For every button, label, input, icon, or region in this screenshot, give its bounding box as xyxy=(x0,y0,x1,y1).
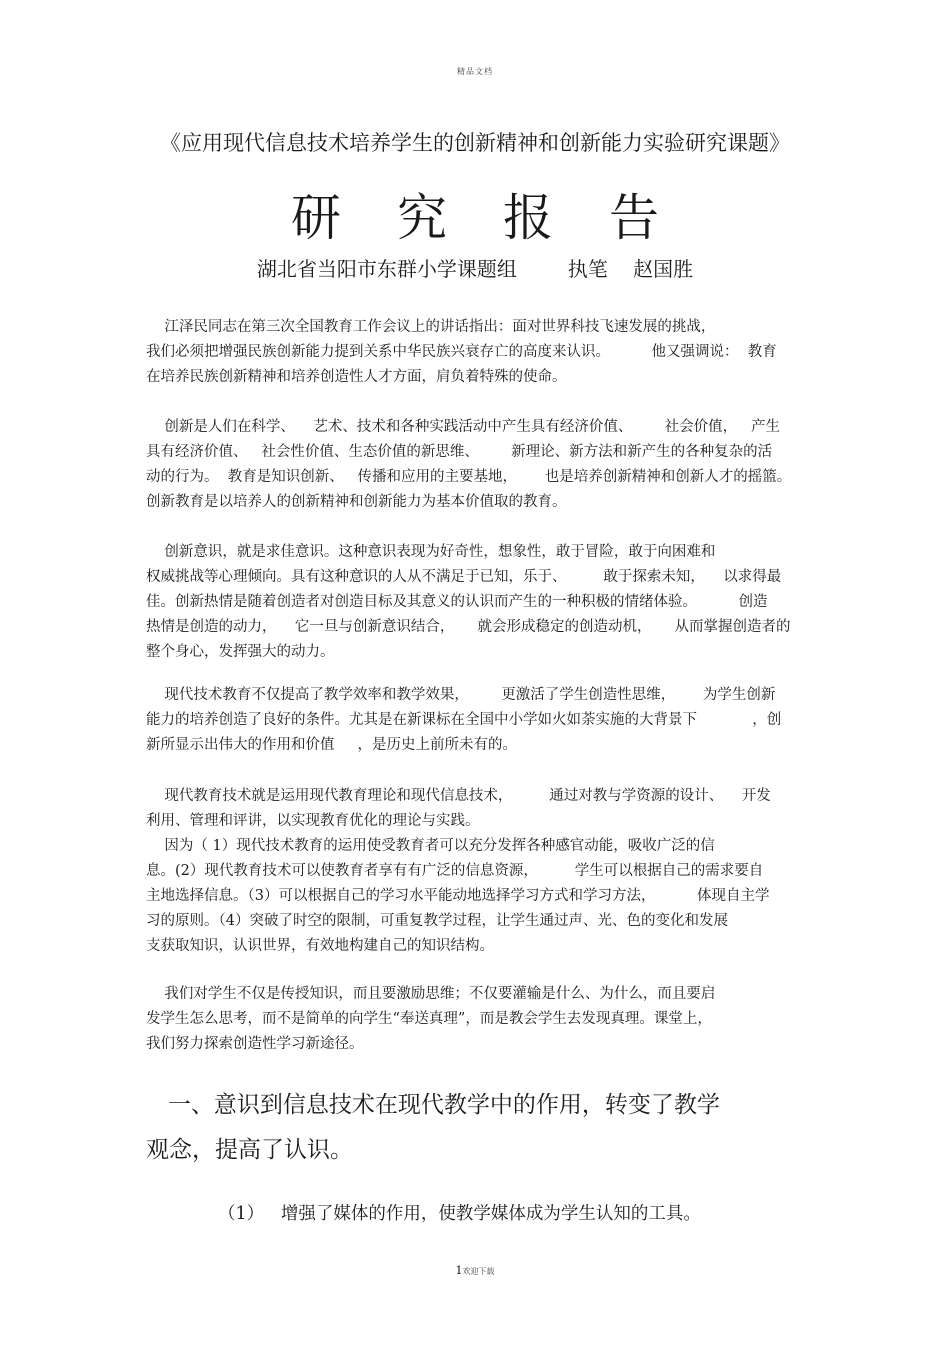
section-heading-line: 一、意识到信息技术在现代教学中的作用，转变了教学 xyxy=(146,1092,720,1118)
paragraph-6 xyxy=(146,982,808,1057)
paragraph-1 xyxy=(146,315,808,390)
byline: 湖北省当阳市东群小学课题组 执笔 赵国胜 xyxy=(256,257,694,281)
page-number: 1 xyxy=(455,1264,463,1277)
paragraph-line: 热情是创造的动力， 它一旦与创新意识结合， 就会形成稳定的创造动机， 从而掌握创造者的 xyxy=(146,619,791,635)
paragraph-line: 主地选择信息。（3）可以根据自己的学习水平能动地选择学习方式和学习方法， 体现自主学 xyxy=(146,888,770,904)
paragraph-line: 江泽民同志在第三次全国教育工作会议上的讲话指出：面对世界科技飞速发展的挑战， xyxy=(146,319,716,335)
paragraph-3 xyxy=(146,540,808,665)
paragraph-line: 习的原则。（4）突破了时空的限制，可重复教学过程，让学生通过声、光、色的变化和发展 xyxy=(146,913,728,929)
paragraph-line: 发学生怎么思考，而不是简单的向学生“奉送真理”，而是教会学生去发现真理。课堂上， xyxy=(146,1011,712,1027)
paragraph-4 xyxy=(146,683,808,758)
page-footer xyxy=(0,1264,950,1277)
paragraph-line: 我们努力探索创造性学习新途径。 xyxy=(146,1036,364,1052)
paragraph-line: 支获取知识，认识世界，有效地构建自己的知识结构。 xyxy=(146,938,494,954)
paragraph-line: 现代教育技术就是运用现代教育理论和现代信息技术， 通过对教与学资源的设计、 开发 xyxy=(146,788,771,804)
paragraph-line: 在培养民族创新精神和培养创造性人才方面，肩负着特殊的使命。 xyxy=(146,369,567,385)
paragraph-line: 新所显示出伟大的作用和价值 ，是历史上前所未有的。 xyxy=(146,737,518,753)
paragraph-line: 现代技术教育不仅提高了教学效率和教学效果， 更激活了学生创造性思维， 为学生创新 xyxy=(146,687,776,703)
paragraph-line: 整个身心，发挥强大的动力。 xyxy=(146,644,335,660)
paragraph-line: 创新是人们在科学、 艺术、技术和各种实践活动中产生具有经济价值、 社会价值， 产生 xyxy=(146,419,780,435)
section-heading-line: 观念，提高了认识。 xyxy=(146,1137,353,1163)
paragraph-line: 息。(2）现代教育技术可以使教育者享有有广泛的信息资源， 学生可以根据自己的需求要自 xyxy=(146,863,764,879)
paragraph-line: 权威挑战等心理倾向。具有这种意识的人从不满足于已知，乐于、 敢于探索未知， 以求得最 xyxy=(146,569,782,585)
paragraph-5 xyxy=(146,784,808,959)
paragraph-line: 能力的培养创造了良好的条件。尤其是在新课标在全国中小学如火如荼实施的大背景下 ，创 xyxy=(146,712,782,728)
main-title: 研究报告 xyxy=(291,189,715,247)
paragraph-line: 具有经济价值、 社会性价值、生态价值的新思维、 新理论、新方法和新产生的各种复杂的活 xyxy=(146,444,773,460)
paragraph-line: 利用、管理和评讲，以实现教育优化的理论与实践。 xyxy=(146,813,480,829)
paragraph-line: 我们必须把增强民族创新能力提到关系中华民族兴衰存亡的高度来认识。 他又强调说： 教育 xyxy=(146,344,777,360)
section-heading xyxy=(146,1083,846,1173)
paragraph-2 xyxy=(146,415,808,515)
subject-title: 《应用现代信息技术培养学生的创新精神和创新能力实验研究课题》 xyxy=(160,131,790,155)
paragraph-line: 因为（ 1）现代技术教育的运用使受教育者可以充分发挥各种感官动能，吸收广泛的信 xyxy=(146,838,715,854)
header-mark: 精品文档 xyxy=(457,67,493,76)
paragraph-line: 佳。创新热情是随着创造者对创造目标及其意义的认识而产生的一种积极的情绪体验。 创造 xyxy=(146,594,768,610)
paragraph-line: 动的行为。 教育是知识创新、 传播和应用的主要基地， 也是培养创新精神和创新人才的摇篮。 xyxy=(146,469,792,485)
paragraph-line: 创新意识，就是求佳意识。这种意识表现为好奇性，想象性，敢于冒险，敢于向困难和 xyxy=(146,544,716,560)
subsection-heading: （1） 增强了媒体的作用，使教学媒体成为学生认知的工具。 xyxy=(218,1204,701,1224)
paragraph-line: 创新教育是以培养人的创新精神和创新能力为基本价值取的教育。 xyxy=(146,494,567,510)
footer-text: 欢迎下载 xyxy=(462,1267,495,1276)
paragraph-line: 我们对学生不仅是传授知识，而且要激励思维；不仅要灌输是什么、为什么，而且要启 xyxy=(146,986,716,1002)
